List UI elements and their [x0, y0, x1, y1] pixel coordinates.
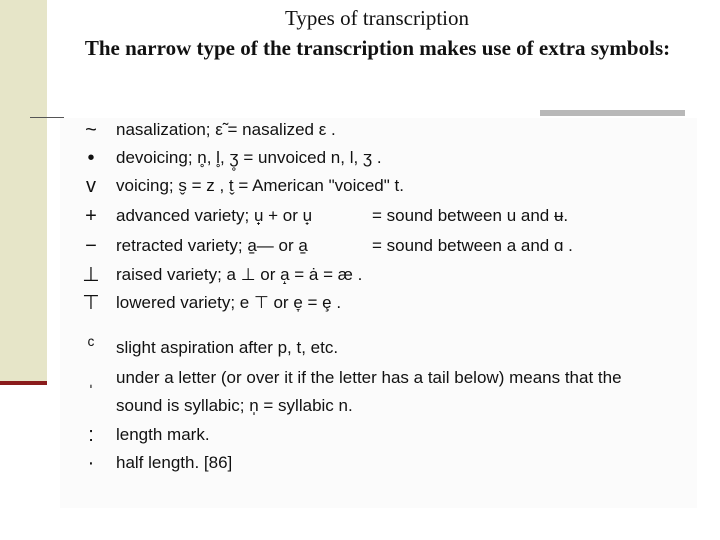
slide-subtitle: The narrow type of the transcription makes use of extra symbols: — [84, 36, 671, 60]
symbol-nasalization: ~ — [85, 119, 97, 141]
symbol-lowered: ⊤ — [82, 292, 100, 314]
desc-lowered: lowered variety; e ⊤ or e̞ = ȩ . — [116, 293, 342, 312]
symbol-advanced: + — [85, 205, 97, 227]
desc-length-mark: length mark. — [116, 425, 210, 444]
desc-retracted: retracted variety; a̠— or a̠ — [116, 236, 308, 255]
slide-decor-grey-strip — [540, 110, 685, 116]
desc-syllabic-cont: sound is syllabic; n̩ = syllabic n. — [116, 396, 353, 415]
desc-aspiration: slight aspiration after p, t, etc. — [116, 338, 339, 357]
slide-decor-accent — [0, 381, 47, 385]
symbol-raised: ⊥ — [82, 264, 100, 286]
desc-syllabic: under a letter (or over it if the letter has a tail below) means that the — [116, 368, 622, 387]
transcription-symbols-figure — [60, 118, 697, 508]
desc-devoicing: devoicing; n̥, l̥, ʒ̥ = unvoiced n, l, ʒ . — [116, 148, 382, 167]
slide-decor-bar — [0, 0, 47, 385]
note-advanced: = sound between u and ʉ. — [372, 206, 569, 225]
symbol-devoicing: • — [87, 147, 95, 169]
desc-voicing: voicing; s̬ = z , t̬ = American "voiced" t. — [116, 176, 404, 195]
symbol-length-mark: : — [88, 424, 94, 446]
symbol-retracted: − — [85, 235, 97, 257]
symbol-half-length: · — [87, 452, 95, 474]
desc-nasalization: nasalization; ε̃ = nasalized ε . — [116, 120, 336, 139]
symbol-voicing: v — [86, 175, 96, 197]
symbol-syllabic: ˌ — [87, 367, 95, 389]
desc-raised: raised variety; a ⊥ or a̝ = ȧ = æ . — [116, 265, 363, 284]
desc-advanced: advanced variety; u̟ + or u̟ — [116, 206, 313, 225]
slide-title: Types of transcription — [285, 6, 469, 30]
symbol-aspiration: ᶜ — [87, 334, 95, 356]
slide-decor-line — [30, 117, 64, 118]
desc-half-length: half length. [86] — [116, 453, 233, 472]
note-retracted: = sound between a and ɑ . — [372, 236, 573, 255]
